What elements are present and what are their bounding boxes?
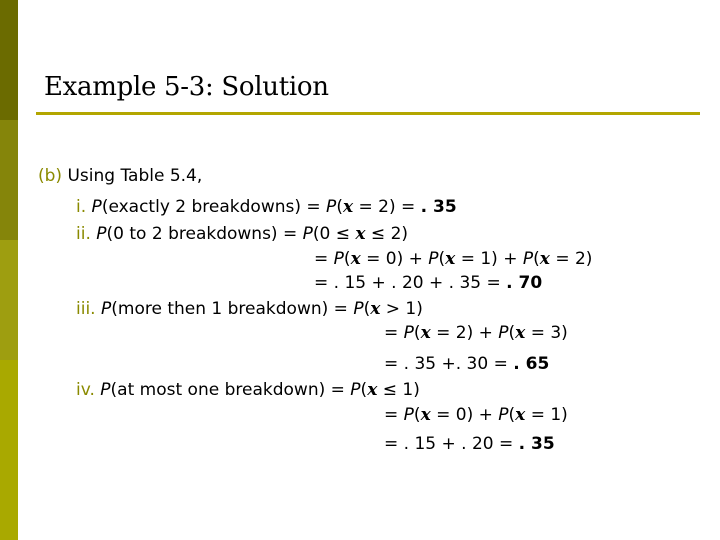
slide-title: Example 5-3: Solution	[44, 72, 329, 102]
answer: . 65	[513, 354, 550, 374]
answer: . 35	[420, 197, 457, 217]
answer: . 70	[506, 273, 543, 293]
item-label: iii.	[76, 299, 96, 319]
item-iv-step-2: = P(x = 0) + P(x = 1)	[384, 405, 568, 425]
item-label: iv.	[76, 380, 95, 400]
answer: . 35	[518, 434, 555, 454]
item-ii-step-3: = . 15 + . 20 + . 35 = . 70	[314, 273, 543, 293]
item-label: i.	[76, 197, 87, 217]
intro-text: Using Table 5.4,	[67, 166, 203, 186]
item-iv-line: iv. P(at most one breakdown) = P(x ≤ 1)	[76, 380, 420, 400]
sidebar-segment	[0, 360, 18, 540]
sidebar-segment	[0, 240, 18, 360]
item-label: ii.	[76, 224, 91, 244]
intro-line	[38, 165, 202, 187]
sidebar-segment	[0, 120, 18, 240]
item-ii-line: ii. P(0 to 2 breakdowns) = P(0 ≤ x ≤ 2)	[76, 224, 409, 244]
title-divider	[36, 112, 700, 115]
part-marker: (b)	[38, 166, 63, 186]
item-iv-step-3: = . 15 + . 20 = . 35	[384, 434, 555, 454]
item-iii-line: iii. P(more then 1 breakdown) = P(x > 1)	[76, 299, 423, 319]
item-iii-step-2: = P(x = 2) + P(x = 3)	[384, 323, 568, 343]
item-ii-step-2: = P(x = 0) + P(x = 1) + P(x = 2)	[314, 249, 593, 269]
item-i-line: i. P(exactly 2 breakdowns) = P(x = 2) = . 35	[76, 197, 457, 217]
item-iii-step-3: = . 35 +. 30 = . 65	[384, 354, 550, 374]
sidebar-decoration	[0, 0, 18, 540]
sidebar-segment	[0, 0, 18, 120]
